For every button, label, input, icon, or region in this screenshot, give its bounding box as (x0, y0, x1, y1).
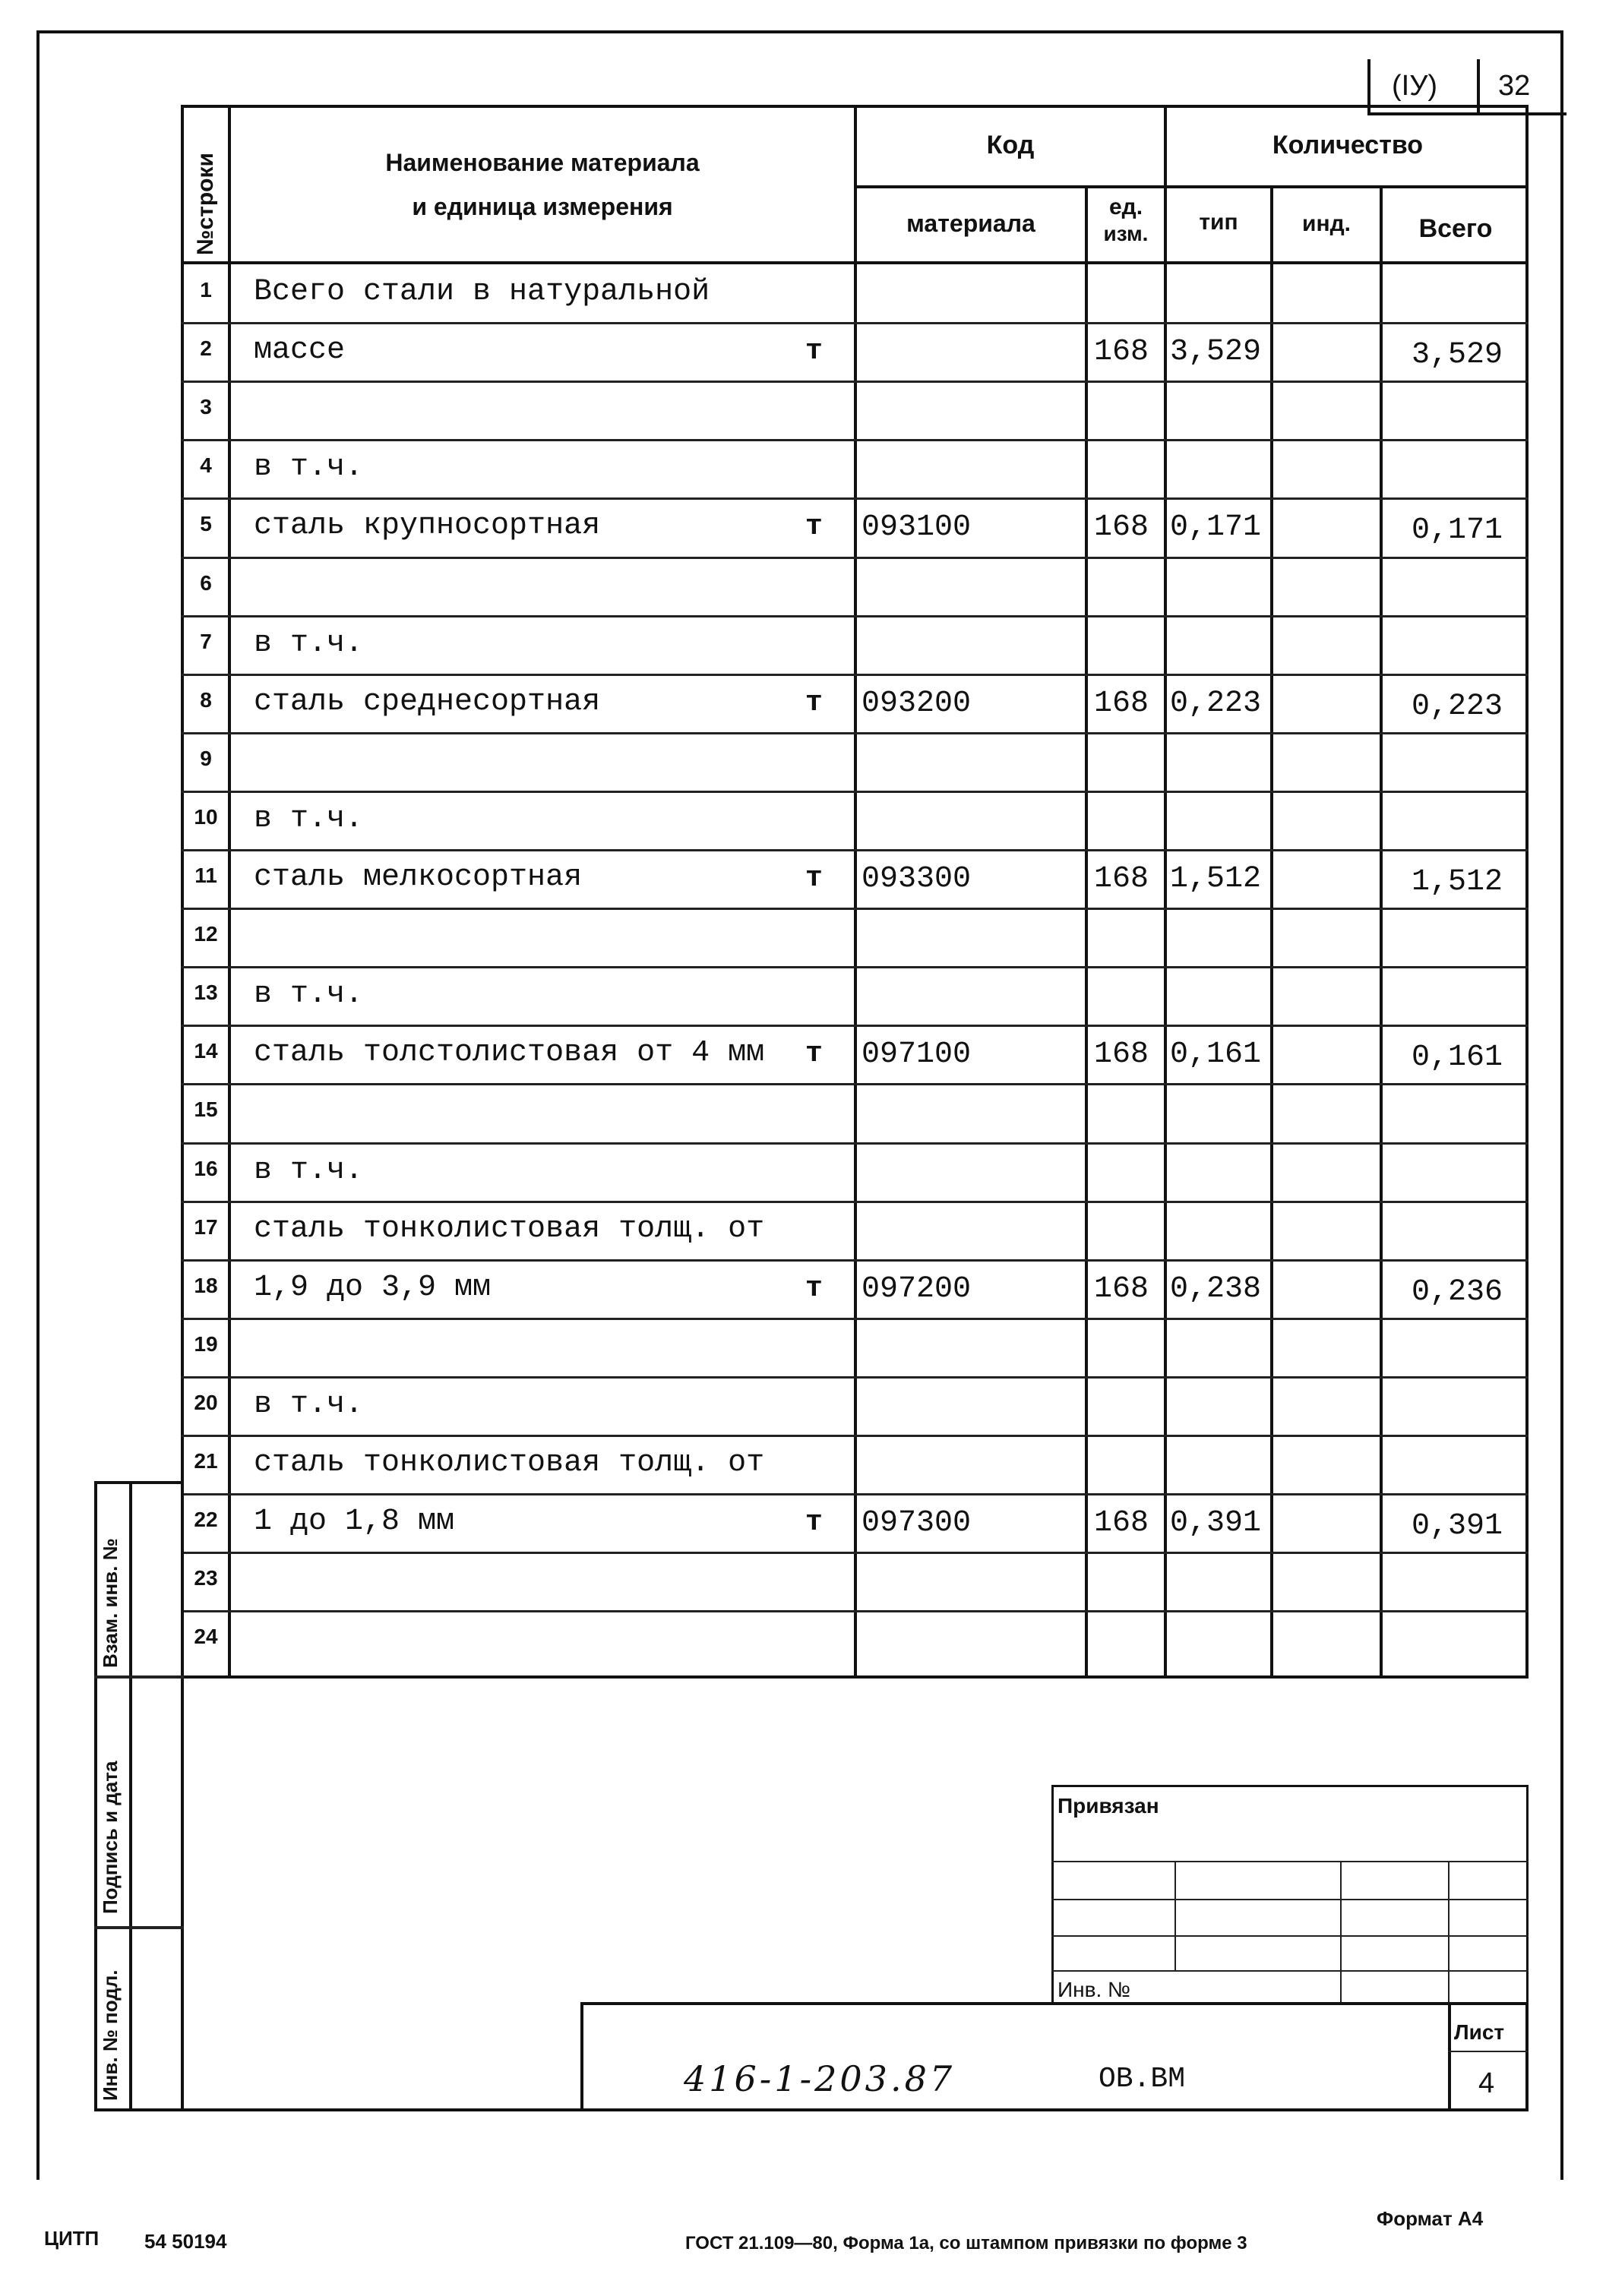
row-divider (181, 1552, 1529, 1554)
title-block-divider (1448, 2002, 1451, 2111)
qty-type-header: тип (1199, 210, 1238, 235)
row-number: 20 (194, 1390, 218, 1414)
row-name: в т.ч. (254, 977, 364, 1012)
row-divider (181, 1083, 1529, 1085)
row-qty-total: 0,171 (1412, 513, 1503, 548)
row-number: 2 (200, 336, 212, 361)
row-number: 6 (200, 570, 212, 595)
row-code: 093300 (861, 862, 972, 896)
row-name: массе (254, 333, 346, 368)
privyazan-col-3 (1448, 1861, 1450, 2005)
row-number: 4 (200, 453, 212, 478)
privyazan-line-2 (1051, 1899, 1529, 1900)
row-name: сталь среднесортная (254, 684, 601, 719)
row-number: 21 (194, 1449, 218, 1473)
row-number: 7 (200, 629, 212, 653)
row-code: 093200 (861, 686, 972, 721)
row-divider (181, 557, 1529, 559)
row-number: 19 (194, 1331, 218, 1356)
footer-format: Формат А4 (1377, 2207, 1484, 2230)
privyazan-line-1 (1051, 1861, 1529, 1862)
row-number-header (185, 112, 228, 258)
privyazan-col-2 (1340, 1861, 1342, 2005)
row-number: 18 (194, 1273, 218, 1297)
code-unit-header-2: изм. (1103, 222, 1149, 245)
list-label-sep (1448, 2051, 1529, 2052)
row-name: 1 до 1,8 мм (254, 1505, 455, 1540)
section-mark: (IУ) (1392, 70, 1438, 102)
row-unit: т (805, 862, 823, 895)
page-number: 32 (1498, 70, 1531, 102)
row-unit-code: 168 (1094, 335, 1149, 370)
row-divider (181, 1435, 1529, 1437)
row-name: в т.ч. (254, 450, 364, 485)
privyazan-label: Привязан (1057, 1794, 1159, 1818)
row-divider (181, 497, 1529, 500)
row-divider (181, 1318, 1529, 1320)
row-number: 3 (200, 395, 212, 419)
row-qty-total: 0,236 (1412, 1274, 1503, 1309)
row-qty-total: 3,529 (1412, 338, 1503, 373)
row-number: 16 (194, 1156, 218, 1180)
vzam-label: Взам. инв. № (99, 1538, 122, 1668)
footer-order: 54 50194 (144, 2230, 227, 2253)
col-qty-start (1164, 105, 1167, 1679)
row-unit: т (805, 510, 823, 544)
row-unit: т (805, 686, 823, 719)
privyazan-line-4 (1051, 1970, 1529, 1972)
row-divider (181, 1493, 1529, 1495)
qty-group-header: Количество (1272, 131, 1424, 159)
row-divider (181, 1201, 1529, 1203)
row-unit: т (805, 1506, 823, 1540)
row-divider (181, 1142, 1529, 1145)
row-number-header-label: №строки (193, 153, 218, 255)
row-code: 093100 (861, 510, 972, 545)
row-name: в т.ч. (254, 1153, 364, 1188)
col-name-end (854, 105, 857, 1679)
row-number: 5 (200, 512, 212, 536)
row-number: 17 (194, 1214, 218, 1239)
row-unit: т (805, 1037, 823, 1071)
privyazan-line-3 (1051, 1935, 1529, 1937)
row-divider (181, 908, 1529, 910)
row-qty-total: 0,391 (1412, 1509, 1503, 1544)
row-name: сталь тонколистовая толщ. от (254, 1211, 765, 1246)
row-divider (181, 1259, 1529, 1262)
row-divider (181, 439, 1529, 441)
row-unit: т (805, 335, 823, 368)
sheet-frame (36, 30, 40, 2180)
row-divider (181, 1025, 1529, 1027)
row-unit: т (805, 1271, 823, 1305)
name-header-line2: и единица измерения (412, 193, 673, 220)
row-unit-code: 168 (1094, 1037, 1149, 1072)
list-label: Лист (1454, 2020, 1505, 2044)
side-strip-divider (129, 1481, 132, 2111)
row-qty-type: 0,161 (1170, 1037, 1262, 1072)
inv-no-label: Инв. № (1057, 1978, 1131, 2001)
row-divider (181, 674, 1529, 676)
row-unit-code: 168 (1094, 686, 1149, 721)
row-qty-type: 0,391 (1170, 1506, 1262, 1541)
row-number: 1 (200, 278, 212, 302)
row-divider (181, 381, 1529, 383)
row-number: 11 (194, 864, 217, 887)
header-subline (854, 185, 1529, 188)
row-name: сталь мелкосортная (254, 861, 583, 895)
row-divider (181, 322, 1529, 324)
qty-total-header: Всего (1418, 214, 1493, 243)
footer-org: ЦИТП (44, 2227, 100, 2250)
row-name: сталь тонколистовая толщ. от (254, 1446, 765, 1480)
row-divider (181, 1376, 1529, 1379)
row-qty-total: 1,512 (1412, 865, 1503, 899)
row-code: 097300 (861, 1506, 972, 1541)
row-number: 14 (194, 1039, 218, 1063)
doc-mark: ОВ.ВМ (1099, 2063, 1186, 2095)
row-number: 24 (194, 1625, 218, 1649)
row-qty-type: 0,238 (1170, 1271, 1262, 1306)
side-strip-sep-1 (94, 1675, 184, 1679)
row-code: 097200 (861, 1271, 972, 1306)
privyazan-col-1 (1174, 1861, 1176, 1970)
row-qty-total: 0,223 (1412, 689, 1503, 724)
footer-gost: ГОСТ 21.109—80, Форма 1а, со штампом привязки по форме 3 (685, 2233, 1247, 2253)
row-number: 12 (194, 922, 218, 946)
sheet-frame-right (1560, 30, 1563, 2180)
col-typ-end (1270, 185, 1273, 1679)
row-divider (181, 732, 1529, 734)
podpis-label: Подпись и дата (99, 1761, 122, 1914)
code-group-header: Код (986, 131, 1035, 159)
sheet-frame-top (36, 30, 1563, 33)
row-divider (181, 966, 1529, 968)
side-strip-sep-2 (94, 1926, 184, 1929)
row-qty-total: 0,161 (1412, 1041, 1503, 1075)
code-material-header: материала (906, 210, 1035, 237)
row-unit-code: 168 (1094, 862, 1149, 896)
row-qty-type: 0,223 (1170, 686, 1262, 721)
row-name: в т.ч. (254, 801, 364, 836)
row-name: Всего стали в натуральной (254, 275, 710, 309)
row-unit-code: 168 (1094, 510, 1149, 545)
doc-code: 416-1-203.87 (684, 2058, 956, 2099)
row-name: в т.ч. (254, 626, 364, 661)
col-code-unit (1085, 185, 1088, 1679)
row-number: 22 (194, 1508, 218, 1532)
col-ind-end (1380, 185, 1383, 1679)
row-divider (181, 615, 1529, 617)
code-unit-header-1: ед. (1108, 194, 1143, 219)
row-divider (181, 791, 1529, 793)
row-name: сталь толстолистовая от 4 мм (254, 1036, 765, 1071)
row-qty-type: 1,512 (1170, 862, 1262, 896)
row-divider (181, 849, 1529, 851)
row-number: 10 (194, 804, 218, 829)
row-unit-code: 168 (1094, 1506, 1149, 1541)
row-code: 097100 (861, 1037, 972, 1072)
qty-ind-header: инд. (1302, 211, 1351, 236)
row-name: в т.ч. (254, 1387, 364, 1422)
row-number: 13 (194, 981, 218, 1005)
row-divider (181, 1610, 1529, 1612)
list-number: 4 (1478, 2067, 1495, 2099)
name-header-line1: Наименование материала (385, 149, 700, 176)
row-qty-type: 0,171 (1170, 510, 1262, 545)
row-qty-type: 3,529 (1170, 335, 1262, 370)
row-unit-code: 168 (1094, 1271, 1149, 1306)
row-number: 15 (194, 1097, 218, 1122)
inv-podl-label: Инв. № подл. (99, 1969, 122, 2101)
row-name: 1,9 до 3,9 мм (254, 1270, 492, 1305)
row-number: 8 (200, 687, 212, 712)
row-number: 23 (194, 1566, 218, 1590)
row-name: сталь крупносортная (254, 509, 601, 544)
row-number: 9 (200, 746, 212, 770)
